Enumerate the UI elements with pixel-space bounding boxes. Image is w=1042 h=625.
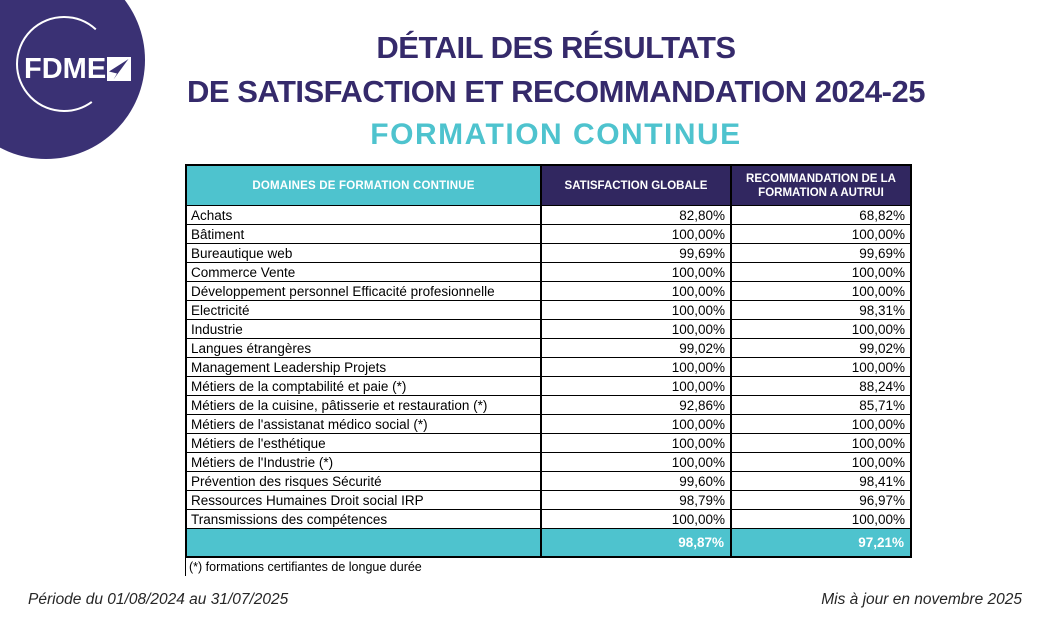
cell-recommendation: 85,71% <box>731 396 911 415</box>
cell-recommendation: 99,69% <box>731 244 911 263</box>
cell-recommendation: 99,02% <box>731 339 911 358</box>
table-row <box>186 472 911 491</box>
page-subtitle: FORMATION CONTINUE <box>370 118 742 151</box>
cell-recommendation: 100,00% <box>731 453 911 472</box>
cell-satisfaction: 100,00% <box>541 282 731 301</box>
results-table <box>185 164 912 558</box>
table-row <box>186 339 911 358</box>
cell-recommendation: 100,00% <box>731 282 911 301</box>
cell-recommendation: 100,00% <box>731 225 911 244</box>
cell-recommendation: 88,24% <box>731 377 911 396</box>
cell-satisfaction: 100,00% <box>541 358 731 377</box>
cell-satisfaction: 100,00% <box>541 415 731 434</box>
table-header-row <box>186 165 911 206</box>
total-empty-cell <box>186 529 541 558</box>
cell-domain: Industrie <box>186 320 541 339</box>
cell-satisfaction: 100,00% <box>541 377 731 396</box>
table-row <box>186 320 911 339</box>
cell-domain: Métiers de l'esthétique <box>186 434 541 453</box>
cell-satisfaction: 100,00% <box>541 301 731 320</box>
total-recommendation: 97,21% <box>731 529 911 558</box>
total-satisfaction: 98,87% <box>541 529 731 558</box>
cell-satisfaction: 100,00% <box>541 320 731 339</box>
cell-satisfaction: 98,79% <box>541 491 731 510</box>
table-row <box>186 396 911 415</box>
cell-recommendation: 100,00% <box>731 510 911 529</box>
updated-text: Mis à jour en novembre 2025 <box>821 591 1022 608</box>
cell-recommendation: 98,41% <box>731 472 911 491</box>
cell-domain: Bureautique web <box>186 244 541 263</box>
cell-recommendation: 100,00% <box>731 358 911 377</box>
cell-domain: Prévention des risques Sécurité <box>186 472 541 491</box>
cell-satisfaction: 99,60% <box>541 472 731 491</box>
table-row <box>186 434 911 453</box>
column-header-recommendation-line1: RECOMMANDATION DE LA <box>746 172 896 185</box>
column-header-domains: DOMAINES DE FORMATION CONTINUE <box>186 165 541 206</box>
cell-domain: Métiers de la cuisine, pâtisserie et restauration (*) <box>186 396 541 415</box>
cell-domain: Commerce Vente <box>186 263 541 282</box>
cell-satisfaction: 100,00% <box>541 225 731 244</box>
cell-domain: Achats <box>186 206 541 225</box>
footnote: (*) formations certifiantes de longue durée <box>185 558 541 576</box>
cell-domain: Ressources Humaines Droit social IRP <box>186 491 541 510</box>
cell-domain: Transmissions des compétences <box>186 510 541 529</box>
cell-domain: Métiers de l'Industrie (*) <box>186 453 541 472</box>
cell-satisfaction: 100,00% <box>541 453 731 472</box>
cell-recommendation: 100,00% <box>731 320 911 339</box>
table-row <box>186 510 911 529</box>
period-text: Période du 01/08/2024 au 31/07/2025 <box>28 591 289 608</box>
cell-domain: Management Leadership Projets <box>186 358 541 377</box>
table-row <box>186 244 911 263</box>
cell-satisfaction: 100,00% <box>541 434 731 453</box>
cell-satisfaction: 99,69% <box>541 244 731 263</box>
table-row <box>186 491 911 510</box>
table-row <box>186 282 911 301</box>
table-row <box>186 453 911 472</box>
cell-domain: Langues étrangères <box>186 339 541 358</box>
logo-text: FDME <box>24 53 107 85</box>
table-row <box>186 263 911 282</box>
table-body <box>186 206 911 529</box>
page-title-line2: DE SATISFACTION ET RECOMMANDATION 2024-25 <box>187 74 925 109</box>
cell-domain: Bâtiment <box>186 225 541 244</box>
cell-domain: Métiers de la comptabilité et paie (*) <box>186 377 541 396</box>
cell-satisfaction: 100,00% <box>541 263 731 282</box>
cell-domain: Electricité <box>186 301 541 320</box>
column-header-recommendation <box>731 165 911 206</box>
cell-recommendation: 98,31% <box>731 301 911 320</box>
cell-satisfaction: 99,02% <box>541 339 731 358</box>
cell-recommendation: 100,00% <box>731 263 911 282</box>
page-title-line1: DÉTAIL DES RÉSULTATS <box>376 30 736 65</box>
table-row <box>186 206 911 225</box>
cell-domain: Métiers de l'assistanat médico social (*) <box>186 415 541 434</box>
table-row <box>186 225 911 244</box>
cell-satisfaction: 100,00% <box>541 510 731 529</box>
table-row <box>186 415 911 434</box>
table-row <box>186 377 911 396</box>
results-table-wrap <box>185 164 912 576</box>
cell-domain: Développement personnel Efficacité profesionnelle <box>186 282 541 301</box>
cell-satisfaction: 82,80% <box>541 206 731 225</box>
column-header-satisfaction: SATISFACTION GLOBALE <box>541 165 731 206</box>
cell-recommendation: 96,97% <box>731 491 911 510</box>
total-row <box>186 529 911 558</box>
cell-recommendation: 100,00% <box>731 415 911 434</box>
cell-satisfaction: 92,86% <box>541 396 731 415</box>
table-row <box>186 358 911 377</box>
title-block <box>72 26 1040 156</box>
table-row <box>186 301 911 320</box>
cell-recommendation: 68,82% <box>731 206 911 225</box>
cell-recommendation: 100,00% <box>731 434 911 453</box>
column-header-recommendation-line2: FORMATION A AUTRUI <box>758 186 884 199</box>
